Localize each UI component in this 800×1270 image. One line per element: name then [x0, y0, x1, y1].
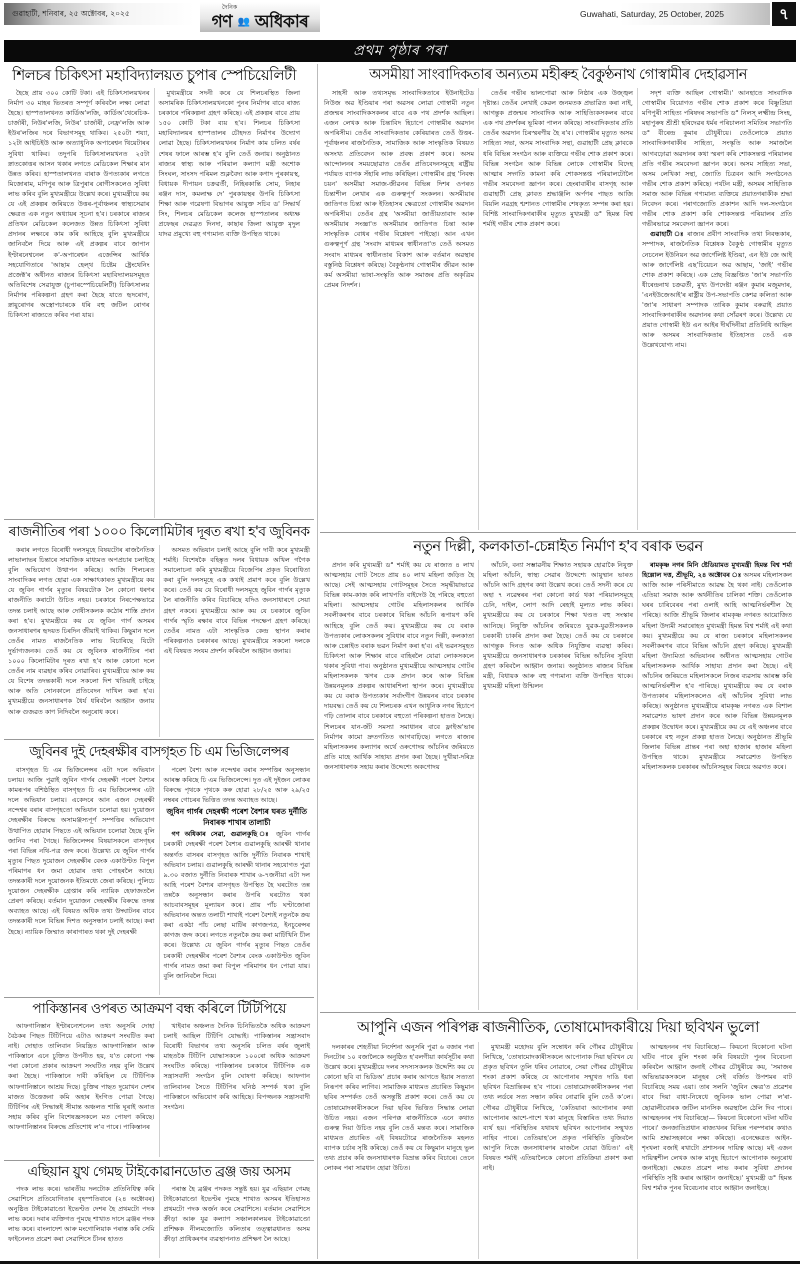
article-text: সদৃশ ব্যক্তি আছিল গোস্বামী।' আনহাতে সাংবাদিক গোস্বামীৰ বিয়োগত গভীৰ শোক প্ৰকাশ কৰে বিষ্ণুপ্ৰিয়া মণিপুৰী সাহিত্য পৰিষদৰ সভাপতি ড° নিলস্ লক্ষ্মীন্দ্ৰ সিংহ, মহাপুৰুষ শ্ৰীশ্ৰী হৰিদেৱৰ ধৰ্মৰ পৰিচালনা সমিতিৰ সভাপতি ড° বীৰেন্দ্ৰ কুমাৰ চৌধুৰীয়ে। তেওঁলোকে প্ৰয়াত সাংবাদিকগৰাকীৰ সাহিত্য, সংস্কৃতি আৰু সমাজলৈ আগবঢ়োৱা অৱদানৰ কথা স্মৰণ কৰি শোকসন্তপ্ত পৰিয়ালৰ প্ৰতি গভীৰ সমবেদনা জ্ঞাপন কৰে। অসম সাহিত্য সভা, অসম লেখিকা সন্থা, জ্যোতি চিত্ৰবন আদি সংগঠনেও গভীৰ শোক প্ৰকাশ কৰিছে। পৰ্যটন মন্ত্ৰী, অসমৰ সাহিত্যিক সমাজ আৰু বিভিন্ন গণ্যমান্য ব্যক্তিয়ে প্ৰয়াতগৰাকীক শ্ৰদ্ধা নিবেদন কৰে। পৰাগজ্যোতি প্ৰকাশন আদি দল-সংগঠনে গভীৰ শোক প্ৰকাশ কৰি শোকসন্তপ্ত পৰিয়ালৰ প্ৰতি গভীৰভাৱে সমবেদনা জ্ঞাপন কৰে। [642, 89, 792, 229]
newspaper-logo[interactable] [200, 2, 320, 32]
article-divider [4, 1160, 314, 1161]
article-text: মুখ্যমন্ত্ৰীয়ে সদনী কৰে যে শিলচৰস্থিত জিলা অসামৰিক চিকিৎসালয়খনকো পুনৰ নিৰ্মাণৰ বাবে ৰাজ্য চৰকাৰে পৰিকল্পনা গ্ৰহণ কৰিছে। এই প্ৰকল্পৰ বাবে প্ৰায় ১৫০ কোটি টকা ব্যয় হ'ব। শিলচৰ চিকিৎসা মহাবিদ্যালয়ৰ হাস্পতালৰ চৌহদত নিৰ্মাণৰ উদ্যোগ লোৱা হৈছে। চিকিৎসালয়খনৰ নিৰ্মাণ কাম চলিত বৰ্ষৰ শেষৰ ফালে আৰম্ভ হ'ব বুলি তেওঁ জনায়। অনুষ্ঠানত ৰাজ্যৰ স্বাস্থ্য আৰু পৰিয়াল কল্যাণ মন্ত্ৰী অশোক সিংঘল, সাংসদ পৰিমল শুক্লবৈদ্য আৰু কণাদ পুৰকায়স্থ, বিধায়ক দীপায়ন চক্ৰৱৰ্তী, নিহিৰকান্তি সোম, নিহাৰ ৰঞ্জন দাস, কমলাক্ষ দে' পুৰকায়স্থৰ উপৰি চিকিৎসা শিক্ষা আৰু গৱেষণা বিভাগৰ আয়ুক্ত সচিব ড' সিদ্ধাৰ্থ সিং, শিলচৰ মেডিকেল কলেজ হাস্পতালৰ অধ্যক্ষ প্ৰফেছৰ দেৱব্ৰত দিনদা, কাছাৰ জিলা আয়ুক্ত মৃদুল যাদৱ প্ৰমুখ্যে বহু গণ্যমান্য ব্যক্তি উপস্থিত থাকে। [158, 89, 300, 239]
article-column [4, 1021, 159, 1157]
article-text: পদক লাভ কৰে। ভাৰতীয় দলটোক প্ৰতিনিধিত্ব কৰি সেৱাশিসে প্ৰতিযোগিতাৰ বৃহস্পতিবাৰে (২৪ অক্টোবৰ) অনুষ্ঠিত টাইকোৱাণ্ডো ইভেণ্টত দেশৰ হৈ প্ৰথমটো পদক লাভ কৰে। দবাৰ ব্যক্তিগত পুমছে শাখাত দাসে ব্ৰঞ্জৰ পদক লাভ কৰে। বাংলাদেশ আৰু মংগোলিয়াক পৰাস্ত কৰি সেমি ফাইনেলত প্ৰৱেশ কৰা সেৱাশিসে চীনৰ হাতত [8, 1185, 155, 1244]
article-column [4, 1184, 159, 1258]
article-text: পৰেশ বৈশ্য আৰু নন্দেশ্বৰ বৰাৰ সম্পত্তিৰ অনুসন্ধান আৰম্ভ কৰিছে চি এম ভিজিলেন্সে। দুত এই দুইজন লোকৰ বিৰুদ্ধে পৃথকে পৃথকে কৰু হোৱা ২৮/২৫ আৰু ২৯/২৫ নম্বৰৰ গোচৰৰ ভিত্তিত তদন্ত অব্যাহত আছে। [163, 766, 310, 805]
article-column [320, 560, 478, 1010]
article-picture [320, 1014, 796, 1259]
article-divider [4, 519, 314, 520]
headline-silchar[interactable]: শিলচৰ চিকিৎসা মহাবিদ্যালয়ত চুপাৰ স্পেচিয়েলিটী [12, 66, 296, 84]
logo-name-left: গণ [211, 12, 233, 32]
article-column [320, 1042, 478, 1259]
article-zubeen-politics [4, 521, 314, 737]
logo-name-right: অধিকাৰ [254, 12, 309, 32]
article-column [4, 765, 159, 995]
article-divider [320, 532, 796, 533]
article-text: পৰাস্ত হৈ ব্ৰঞ্জৰ পদকত সন্তুষ্ট হয়। যুৱ এছিয়ান গেমছ টাইকোৱাণ্ডো ইভেণ্টৰ পুমছে শাখাত অসমৰ ইতিহাসত প্ৰথমটো পদক অৰ্জন কৰে সেৱাশিসে। বৰ্তমান সেৱাশিসে ক্ৰীড়া আৰু যুৱ কল্যাণ সঞ্চালকালয়ৰ টাইকোৱাণ্ডো প্ৰশিক্ষক নীলমজ্যোতি কলিতাৰ তত্ত্বাৱধানত অসম ক্ৰীড়া প্ৰাধিকৰণৰ ব্যৱস্থাপনাত প্ৰশিক্ষণ লৈ আছে। [163, 1185, 310, 1244]
date-english: Guwahati, Saturday, 25 October, 2025 [520, 3, 770, 25]
article-divider [4, 739, 314, 740]
article-text: বাসগৃহত চি এম ভিজিলেন্সৰ এটা দলে অভিযান চলায়। আজি পুৱাই জুবিন গাৰ্গৰ দেহৰক্ষী পৰেশ বৈশ্যৰ কামৰূপৰ বশিষ্ঠস্থিত বাসগৃহত চি এম ভিজিলেন্সৰ এটা দলে অভিযান চলায়। একেদৰে আন এজন দেহৰক্ষী নন্দেশ্বৰ বৰাৰ বাসগৃহতো অভিযান চলোৱা হয়। দুয়োজন দেহৰক্ষীৰ বিৰুদ্ধে অসামঞ্জস্যপূৰ্ণ সম্পত্তিৰ অভিযোগ উত্থাপিত হোৱাৰ পিছতে এই অভিযান চলোৱা হৈছে বুলি জানিব পৰা গৈছে। ভিজিলেন্সৰ বিষয়াসকলে বাসগৃহৰ পৰা বিভিন্ন নথি-পত্ৰ জব্দ কৰে। উল্লেখ্য যে জুবিন গাৰ্গৰ মৃত্যুৰ পিছত দুয়োজন দেহৰক্ষীৰ বেংক একাউণ্টত বিপুল পৰিমাণৰ ধন জমা হোৱাৰ তথ্য পোহৰলৈ আহে। তদন্তকাৰী দলে দুয়োজনক ইতিমধ্যে জেৰা কৰিছে। পুলিচে দুয়োজন দেহৰক্ষীক গ্ৰেপ্তাৰ কৰি ন্যায়িক হেফাজতলৈ প্ৰেৰণ কৰিছে। বৰ্তমান দুয়োজন দেহৰক্ষীৰ বিৰুদ্ধে তদন্ত অব্যাহত আছে। এই বিষয়ত অধিক তথ্য উদ্ঘাটনৰ বাবে তদন্তকাৰী দলে বিভিন্ন দিশত অনুসন্ধান চলাই আছে। কৰা হৈছে। ন্যায়িক জিম্মাত কাৰাগাৰত থকা দুই দেহৰক্ষী [8, 766, 155, 936]
article-text: জুবিন গাৰ্গৰ চৰকাৰী দেহৰক্ষী পৰেশ বৈশ্যৰ গুৱালকুছি আৰক্ষী থানাৰ অন্তৰ্গত বাসৰৰ বাসগৃহত আজি দুৰ্নীতি নিবাৰক শাখাই অভিযান চলায়। গুৱালকুছি আৰক্ষী থানাৰ সহযোগত পুৱা ৯.৩০ বজাত দুৰ্নীতি নিবাৰক শাখাৰ ৬-৭জনীয়া এটা দল আহি পৰেশ বৈশ্যৰ বাসগৃহত উপস্থিত হৈ ঘৰটোত তন্ন তন্নকৈ অনুসন্ধান কৰাৰ উপৰি ঘৰটোত থকা আচবাবসমূহৰ মূল্যায়ন কৰে। প্ৰায় পাঁচ ঘণ্টাজোৰা অভিযানৰ অন্তত তলাচী শাখাই পৰেশ বৈশ্যই নতুনকৈ ক্ৰয় কৰা একঠা পাঁচ লেছা মাটিৰ কাগজপত্ৰ, ইনচুৰেন্সৰ কাগজ জব্দ কৰে। লগতে নতুনকৈ ক্ৰয় কৰা মাটিখিনি চীল কৰে। উল্লেখ্য যে জুবিন গাৰ্গৰ মৃত্যুৰ পিছত তেওঁৰ চৰকাৰী দেহৰক্ষীৰ পৰেশ বৈশ্যৰ বেংক একাউণ্টত জুবিন গাৰ্গৰ নামত জমা কৰা বিপুল পৰিমাণৰ ধন পোৱা যায়। বুলি জানিবলৈ দিয়ে। [163, 830, 310, 980]
article-text: কৰাৰ লগতে বিৰোধী দলসমূহে বিষয়টোৰ ৰাজনৈতিক লাভালাভৰ চিন্তাৰে সামাজিক মাধ্যমত অপপ্ৰচাৰ চলাইছে বুলি অভিযোগ উত্থাপন কৰিছে। আজি শিলচৰত সাংবাদিকৰ লগত হোৱা এক সাক্ষাৎকাৰত মুখ্যমন্ত্ৰীয়ে কয় যে জুবিন গাৰ্গৰ মৃত্যুৰ বিষয়টোক লৈ কোনো ধৰণৰ ৰাজনীতি কৰাটো উচিত নহয়। চৰকাৰে নিৰপেক্ষভাৱে তদন্ত চলাই আছে আৰু দোষীসকলক কঠোৰ শাস্তি প্ৰদান কৰা হ'ব। মুখ্যমন্ত্ৰীয়ে কয় যে জুবিন গাৰ্গ অসমৰ জনসাধাৰণৰ হৃদয়ত চিৰদিন জীয়াই থাকিব। কিছুমান দলে তেওঁৰ নামত ৰাজনৈতিক লাভ বিচাৰিছে যিটো দুৰ্ভাগ্যজনক। তেওঁ কয় যে জুবিনক ৰাজনীতিৰ পৰা ১০০০ কিলোমিটাৰ দূৰত ৰখা হ'ব আৰু কোনো দলে তেওঁৰ নাম ব্যৱহাৰ কৰিব নোৱাৰিব। মুখ্যমন্ত্ৰীয়ে আৰু কয় যে বিশেষ তদন্তকাৰী দলে সকলো দিশ খতিয়াই চাইছে আৰু অতি সোনকালে প্ৰতিবেদন দাখিল কৰা হ'ব। মুখ্যমন্ত্ৰীয়ে জনসাধাৰণক ধৈৰ্য ধৰিবলৈ আহ্বান জনায় আৰু গুজৱত কাণ নিদিবলৈ অনুৰোধ কৰে। [8, 546, 155, 716]
headline-taekwondo[interactable]: এছিয়ান য়ুথ গেমছ টাইকোৱানডোত ব্ৰঞ্জ জয় অসম [27, 1164, 291, 1180]
article-text: অসমত অভিযান চলাই আছে বুলি দাবী কৰে মুখ্যমন্ত্ৰী শৰ্মাই। বিশেষকৈ বহিষ্কৃত দলৰ বিধায়ক অখিল গগৈক সমালোচনা কৰি মুখ্যমন্ত্ৰীয়ে বিজেপিৰ প্ৰকৃত বিৰোধিতা কৰা বুলি দলসমূহে এক কথাই প্ৰমাণ কৰে বুলি উল্লেখ কৰে। তেওঁ কয় যে বিৰোধী দলসমূহে জুবিন গাৰ্গৰ মৃত্যুক লৈ ৰাজনীতি কৰিব বিচাৰিছে যদিও জনসাধাৰণে সেয়া গ্ৰহণ নকৰে। মুখ্যমন্ত্ৰীয়ে আৰু কয় যে চৰকাৰে জুবিন গাৰ্গৰ স্মৃতি ৰক্ষাৰ বাবে বিভিন্ন পদক্ষেপ গ্ৰহণ কৰিছে। তেওঁৰ নামত এটা সাংস্কৃতিক কেন্দ্ৰ স্থাপন কৰাৰ পৰিকল্পনাও চৰকাৰৰ আছে। মুখ্যমন্ত্ৰীয়ে সকলো দলকে এই বিষয়ত সংযম প্ৰদৰ্শন কৰিবলৈ আহ্বান জনায়। [163, 546, 310, 655]
section-banner: প্ৰথম পৃষ্ঠাৰ পৰা [4, 40, 796, 62]
article-column [478, 1042, 637, 1259]
logo-name [200, 9, 320, 37]
article-text: তেওঁৰ গভীৰ ভালপোৱা আৰু নিষ্ঠাৰ এক উজ্জ্বল দৃষ্টান্ত। তেওঁৰ লেখাই কেৱল জনমতক প্ৰভাৱিত কৰা নাই, আগন্তুক প্ৰজন্মৰ সাংবাদিক আৰু সাহিত্যিকসকলৰ বাবে এক পথ প্ৰদৰ্শকৰ ভূমিকা পালন কৰিছে। সাংবাদিকতাৰ প্ৰতি তেওঁৰ অৱদান চিৰস্মৰণীয় হৈ ৰ'ব। গোস্বামীৰ মৃত্যুত অসম সাহিত্য সভা, অসম সাংবাদিক সন্থা, গুৱাহাটী প্ৰেছ ক্লাবকে ধৰি বিভিন্ন সংগঠন আৰু ব্যক্তিয়ে গভীৰ শোক প্ৰকাশ কৰে। বিভিন্ন সংগঠন আৰু বিভিন্ন লোকে গোস্বামীৰ বিদেহ আত্মাৰ সদ্গতি কামনা কৰি শোকসন্তপ্ত পৰিয়ালটোলৈ গভীৰ সমবেদনা জ্ঞাপন কৰে। হেংৰাবাৰীৰ বাসগৃহ আৰু গুৱাহাটী প্ৰেছ ক্লাবত শ্ৰদ্ধাঞ্জলি অৰ্পণৰ পাছত আজি বিয়লি নৱগ্ৰহ শ্মশানত গোস্বামীৰ শেষকৃত্য সম্পন্ন কৰা হয়। বিশিষ্ট সাংবাদিকগৰাকীৰ মৃত্যুত মুখ্যমন্ত্ৰী ড° হিমন্ত বিশ্ব শৰ্মাই গভীৰ শোক প্ৰকাশ কৰে। [483, 89, 633, 229]
article-silchar [4, 64, 304, 518]
figures-icon: 👥 [237, 16, 250, 28]
article-column [478, 560, 637, 1010]
headline-picture[interactable]: আপুনি এজন পৰিপক্ক ৰাজনীতিক, তোষামোদকাৰীয়ে দিয়া ছবিখন ভুলো [357, 1018, 759, 1036]
headline-zubeen-vigilance[interactable]: জুবিনৰ দুই দেহৰক্ষীৰ বাসগৃহত চি এম ভিজিলেন্সৰ [29, 744, 289, 760]
article-text: সাহসী আৰু তথ্যসমৃদ্ধ সাংবাদিকতাৰে ইউনাইটেড নিউজ অৱ ইণ্ডিয়াৰ পৰা অৱসৰ লোৱা গোস্বামী নতুন প্ৰজন্মৰ সাংবাদিকসকলৰ বাবে এক পথ প্ৰদৰ্শক আছিল। এজন লেখক আৰু চিন্তাবিদ হিচাপে গোস্বামীৰ অৱদান অপৰিসীম। তেওঁৰ সাংবাদিকতাৰ কেৰিয়াৰত তেওঁ উত্তৰ-পূৰ্বাঞ্চলৰ ৰাজনৈতিক, সামাজিক আৰু সাংস্কৃতিক বিষয়ত অসংখ্য প্ৰতিবেদন আৰু প্ৰবন্ধ প্ৰকাশ কৰে। অসম আন্দোলনৰ সময়ছোৱাত তেওঁৰ প্ৰতিবেদনসমূহে ৰাষ্ট্ৰীয় পৰ্যায়ত ব্যাপক সঁহাৰি লাভ কৰিছিল। গোস্বামীৰ গ্ৰন্থ 'নিবন্ধ চয়ন' অসমীয়া সমাজ-জীৱনৰ বিভিন্ন দিশৰ ওপৰত চিন্তাশীল লেখাৰ এক গুৰুত্বপূৰ্ণ সংকলন। অসমীয়াৰ জাতিগত চিন্তা আৰু ইতিহাসৰ ক্ষেত্ৰতো গোস্বামীৰ অৱদান অপৰিসীম। তেওঁৰ গ্ৰন্থ 'অসমীয়া জাতীয়তাবাদ আৰু অসমীয়াৰ সংজ্ঞা'ত অসমীয়াৰ জাতিগত চিন্তা আৰু সাংস্কৃতিক বোধৰ গভীৰ বিশ্লেষণ পাইছো। আন এখন গুৰুত্বপূৰ্ণ গ্ৰন্থ 'সংবাদ মাধ্যমৰ স্বাধীনতা'ত তেওঁ অসমত সংবাদ মাধ্যমৰ স্বাধীনতাৰ বিকাশ আৰু বৰ্তমান অৱস্থাৰ বস্তুনিষ্ঠ বিশ্লেষণ কৰিছে। বৈকুণ্ঠনাথ গোস্বামীৰ জীৱন আৰু কৰ্ম অসমীয়া ভাষা-সংস্কৃতি আৰু সমাজৰ প্ৰতি অকৃত্ৰিম প্ৰেমৰ নিদৰ্শন। [324, 89, 474, 289]
article-text: দলকাৰৰ শেহতীয়া নিৰ্দেশনা অনুসৰি পুৱা ৬ বজাৰ পৰা দিনটোৰ ১০ বজালৈকে অনুষ্ঠিত হ'বলগীয়া কাৰ্যসূচীৰ কথা উল্লেখ কৰে। মুখ্যমন্ত্ৰীয়ে দলৰ সদস্যসকলক উদ্দেশ্যি কয় যে কোনো ছবি বা ভিডিঅ' প্ৰচাৰ কৰাৰ আগতে ইয়াৰ সত্যতা নিৰূপণ কৰিব লাগিব। সামাজিক মাধ্যমত প্ৰচাৰিত কিছুমান ছবিৰ সম্পৰ্কত তেওঁ অসন্তুষ্টি প্ৰকাশ কৰে। তেওঁ কয় যে তোষামোদকাৰীসকলে দিয়া ছবিৰ ভিত্তিত সিদ্ধান্ত লোৱা উচিত নহয়। এজন পৰিপক্ক ৰাজনীতিকে এনে কথাত গুৰুত্ব দিয়া উচিত নহয় বুলি তেওঁ মন্তব্য কৰে। সামাজিক মাধ্যমত প্ৰচাৰিত এই বিষয়টোৱে ৰাজনৈতিক মহলত ব্যাপক চৰ্চাৰ সৃষ্টি কৰিছে। তেওঁ কয় যে কিছুমান মানুহে ভুল তথ্য প্ৰচাৰ কৰি জনসাধাৰণক বিভ্ৰান্ত কৰিব বিচাৰে। তেনে লোকৰ পৰা সাৱধান হোৱা উচিত। [324, 1043, 474, 1173]
article-column [478, 88, 637, 530]
article-text: হৈছে প্ৰায় ৩০০ কোটি টকা। এই চিকিৎসালয়খনৰ নিৰ্মাণ ৩০ মাহৰ ভিতৰত সম্পূৰ্ণ কৰিবলৈ লক্ষ্য লোৱা হৈছে। হাস্পতালখনত কাৰ্ডিঅ'লজি, কাৰ্ডিঅ'থেৰেচিক-চাৰ্জাৰী, নিউৰ'লজি, নিউৰ' চাৰ্জাৰী, নেফ্ৰ'লজি আৰু ইউৰ'লজিৰ দৰে বিভাগসমূহ থাকিব। ২৫০টা শয্যা, ১২টা আইচিইউ আৰু অত্যাধুনিক অপাৰেশ্বন থিয়েটাৰৰ সুবিধা থাকিব। তদুপৰি চিকিৎসালয়খনত ২৫টা স্নাতকোত্তৰ আসন থকাৰ লগতে মেডিকেল শিক্ষাৰ মান উন্নত কৰিব। হাস্পতালখনত বাৰাক উপত্যকাৰ লগতে মিজোৰাম, মণিপুৰ আৰু ত্ৰিপুৰাৰ ৰোগীসকলেও সুবিধা লাভ কৰিব বুলি মুখ্যমন্ত্ৰীয়ে উল্লেখ কৰে। মুখ্যমন্ত্ৰীয়ে কয় যে এই প্ৰকল্পৰ জৰিয়তে উত্তৰ-পূৰ্বাঞ্চলৰ স্বাস্থ্যসেৱাৰ ক্ষেত্ৰত এক নতুন অধ্যায়ৰ সূচনা হ'ব। চৰকাৰে ৰাজ্যৰ প্ৰতিখন মেডিকেল কলেজত উন্নত চিকিৎসা সুবিধা প্ৰদানৰ লক্ষ্যৰে কাম কৰি আহিছে বুলি মুখ্যমন্ত্ৰীয়ে জানিবলৈ দিয়ে আৰু এই প্ৰকল্পৰ বাবে জাপান ইণ্টাৰনেশ্বনেল ক'-অপাৰেশ্বন এজেন্সিৰ আৰ্থিক সহযোগিতাৰে 'আছাম হেল্থ চিষ্টেম ষ্ট্ৰেংথেনিং প্ৰজেক্ট'ৰ অধীনত ৰাজ্যৰ চিকিৎসা মহাবিদ্যালয়সমূহত অতিবিশেষ সেৱাযুক্ত (চুপাৰস্পেচিয়েলিটী) চিকিৎসালয় নিৰ্মাণৰ পৰিকল্পনা গ্ৰহণ কৰা হৈছে যাতে হৃদৰোগ, স্নায়ুৰোগৰ অস্ত্ৰোপচাৰকে ধৰি বহু জটিল ৰোগৰ চিকিৎসা ৰাজ্যতে কৰিব পৰা যায়। [8, 89, 150, 320]
article-column [637, 88, 796, 530]
article-text: প্ৰদান কৰি মুখ্যমন্ত্ৰী ড° শৰ্মাই কয় যে ৰাজ্যত ৪ লাখ আত্মসহায় গোট সৈতে প্ৰায় ৪০ লাখ মহিলা জড়িত হৈ আছে। সেই আত্মসহায় গোটসমূহৰ সৈতে সমৃদ্ধীয়াভাৱে বিভিন্ন কাম-কাজ কৰি লাখপতি বাইদেউ হৈ পৰিছে বহুতো মহিলা। আত্মসহায় গোটৰ মহিলাসকলৰ আৰ্থিক সবলীকৰণৰ বাবে চৰকাৰে বিভিন্ন আঁচনি ৰূপায়ণ কৰি আহিছে বুলি তেওঁ কয়। মুখ্যমন্ত্ৰীয়ে কয় যে বৰাক উপত্যকাৰ লোকসকলৰ সুবিধাৰ বাবে নতুন দিল্লী, কলকাতা আৰু চেন্নাইত বৰাক ভৱন নিৰ্মাণ কৰা হ'ব। এই ভৱনসমূহত চিকিৎসা আৰু শিক্ষাৰ বাবে বাহিৰলৈ যোৱা লোকসকলে থকাৰ সুবিধা পাব। অনুষ্ঠানত মুখ্যমন্ত্ৰীয়ে আত্মসহায় গোটৰ মহিলাসকলক ঋণৰ চেক প্ৰদান কৰে আৰু বিভিন্ন উন্নয়নমূলক প্ৰকল্পৰ আধাৰশিলা স্থাপন কৰে। মুখ্যমন্ত্ৰীয়ে কয় যে বৰাক উপত্যকাৰ সৰ্বাংগীণ উন্নয়নৰ বাবে চৰকাৰ দায়বদ্ধ। তেওঁ কয় যে শিলচৰক এখন আধুনিক নগৰ হিচাপে গঢ়ি তোলাৰ বাবে চৰকাৰে বহুতো পৰিকল্পনা হাতত লৈছে। শিলচৰৰ যান-জঁট সমস্যা সমাধানৰ বাবে ফ্লাইঅ'ভাৰ নিৰ্মাণৰ কামো দ্ৰুতগতিত আগবাঢ়িছে। লগতে ৰাজ্যৰ মহিলাসকলৰ কল্যাণৰ অৰ্থে ওৰুণোদয় আঁচনিৰ জৰিয়তে প্ৰতি মাহে আৰ্থিক সাহায্য প্ৰদান কৰা হৈছে। দুখীয়া-দৰিদ্ৰ জনসাধাৰণক সহায় কৰাৰ উদ্দেশ্যে অকণোদয় [324, 561, 474, 771]
masthead [0, 0, 800, 36]
article-column [154, 88, 305, 518]
article-text: আত্মহননৰ পথ বিচাৰিছো— কিয়নো যিকোনো ঘটনা ঘটিব পাৰে বুলি শংকা কৰি বিষয়টো পুনৰ বিবেচনা কৰিবলৈ আহ্বান জনাই গৌৰৱ চৌধুৰীয়ে কয়, 'সমাজৰ অভিভাৱকসকলে মানুহৰ সেই বৰ্জিত উপশমৰ বাট বিচাৰিছে সময় এয়া। তাৰ সলনি 'জুবিন ক্ষেত্ৰ'ত প্ৰৱেশৰ বাবে দিয়া বাধা-নিষেধে জুবিনক ভাল পোৱা ল'ৰা-ছোৱালীবোৰক জটিল মানসিক অৱস্থালৈ ঠেলি দিব পাৰে। আত্মহননৰ পথ বিচাৰিছো— কিয়নো যিকোনো ঘটনা ঘটিব পাৰে।' জনজাতিপ্ৰধান ৰাজ্যখনৰ বিভিন্ন পৰম্পৰাৰ কথাও আমি শ্ৰদ্ধাসহকাৰে লক্ষ্য কৰিছো। এনেক্ষেত্ৰত আইন-শৃংখলা বজাই ৰখাটো প্ৰশাসনৰ দায়িত্ব আছে। মই এজন দায়িত্বশীল লেখক আৰু মানুহ হিচাপে আপোনাক অনুৰোধ জনাইছো। ক্ষেত্ৰত প্ৰৱেশ লাভ কৰাৰ সুবিধা প্ৰদানৰ পৰিস্থিতি সৃষ্টি কৰাৰ আহ্বান জনাইছে।' মুখ্যমন্ত্ৰী ড° হিমন্ত বিশ্ব শৰ্মাক পুনৰ বিবেচনাৰ বাবে আহ্বান জনাইছে। [642, 1043, 792, 1193]
article-column [159, 545, 315, 737]
article-journalist [320, 64, 796, 530]
article-barak [320, 534, 796, 1010]
article-column [320, 88, 478, 530]
dateline: গুৱাহাটী ঃ [650, 230, 685, 239]
headline-barak[interactable]: নতুন দিল্লী, কলকাতা-চেন্নাইত নিৰ্মাণ হ'ব বৰাক ভৱন [413, 537, 703, 555]
date-local: গুৱাহাটী, শনিবাৰ, ২৫ অক্টোবৰ, ২০২৫ [4, 3, 194, 25]
article-divider [320, 1012, 796, 1013]
article-text: আফগানিস্তান ইণ্টাৰন্যেশনেল তথ্য অনুসৰি দোহা বৈঠকৰ পিছত টিটিপিয়ে এটাও আক্ৰমণ সংঘটিত কৰা নাই। দোহাত তালিবান নিয়ন্ত্ৰিত আফগানিস্তান আৰু পাকিস্তানে এনে চুক্তিত উপনীত হয়, য'ত কোনো পক্ষ পৰা কোনো প্ৰকাৰ আক্ৰমণ সংঘটিত নহয় বুলি উল্লেখ কৰা হৈছে। পাকিস্তানে দাবী কৰিছিল যে টিটিপিক আফগানিস্তানে আশ্ৰয় দিছে। চুক্তিৰ পাছত দুয়োখন দেশৰ মাজত উত্তেজনা কমি অহাৰ ইংগিত পোৱা গৈছে। টিটিপিৰ এই সিদ্ধান্তই সীমান্ত অঞ্চলত শান্তি ঘূৰাই অনাত সহায় কৰিব বুলি বিশেষজ্ঞসকলে মত পোষণ কৰিছে। আফগানিস্তানৰ বিৰুদ্ধে প্ৰতিশোধ ল'ব পাৰে। পাকিস্তানৰ [8, 1022, 155, 1131]
article-text: অসমৰ মহিলাসকল আজি আৰু পৰিসীমাতে আৱদ্ধ হৈ থকা নাই। তেওঁলোক এতিয়া সমাজ আৰু অৰ্থনীতিৰ চালিকা শক্তি। তেওঁলোক ঘৰৰ চাৰিবেৰৰ পৰা ওলাই আহি আত্মনিৰ্ভৰশীল হৈ পৰিছে। আজি শ্ৰীভূমি জিলাৰ ৰামকৃষ্ণ নগৰত আয়োজিত মহিলা উদ্যমী সমাৰোহত মুখ্যমন্ত্ৰী হিমন্ত বিশ্ব শৰ্মাই এই কথা কয়। মুখ্যমন্ত্ৰীয়ে কয় যে ৰাজ্য চৰকাৰে মহিলাসকলৰ সবলীকৰণৰ বাবে বিভিন্ন আঁচনি গ্ৰহণ কৰিছে। মুখ্যমন্ত্ৰী মহিলা উদ্যমিতা অভিযানৰ অধীনত আত্মসহায় গোটৰ মহিলাসকলক আৰ্থিক সাহায্য প্ৰদান কৰা হৈছে। এই আঁচনিৰ জৰিয়তে মহিলাসকলে নিজৰ ব্যৱসায় আৰম্ভ কৰি আত্মনিৰ্ভৰশীল হ'ব পাৰিছে। মুখ্যমন্ত্ৰীয়ে কয় যে বৰাক উপত্যকাৰ মহিলাসকলেও এই আঁচনিৰ সুবিধা লাভ কৰিছে। অনুষ্ঠানত মুখ্যমন্ত্ৰীয়ে ৰামকৃষ্ণ নগৰত এক বিশাল সমাৱেশত ভাষণ প্ৰদান কৰে আৰু বিভিন্ন উন্নয়নমূলক প্ৰকল্পৰ উদ্বোধন কৰে। মুখ্যমন্ত্ৰীয়ে কয় যে এই অঞ্চলৰ বাবে চৰকাৰে বহু নতুন প্ৰকল্প হাতত লৈছে। অনুষ্ঠানত শ্ৰীভূমি জিলাৰ বিভিন্ন প্ৰান্তৰ পৰা অহা হাজাৰ হাজাৰ মহিলা উপস্থিত থাকে। মুখ্যমন্ত্ৰীয়ে সমাৱেশত উপস্থিত মহিলাসকলক চৰকাৰৰ আঁচনিসমূহৰ বিষয়ে অৱগত কৰে। [642, 571, 792, 771]
page-number: ৭ [772, 2, 796, 26]
article-divider [4, 997, 314, 998]
article-text: মুখ্যমন্ত্ৰী মহোদয় বুলি সম্বোধন কৰি গৌৰৱ চৌধুৰীয়ে লিখিছে, 'তোষামোদকাৰীসকলে আপোনাক দিয়া ছবিখন যে প্ৰকৃত ছবিখন তুলি ধৰিব নোৱাৰে, সেয়া গৌৰৱ চৌধুৰীয়ে শংকা প্ৰকাশ কৰিছে যে আপোনাৰ সন্মুখত দাঙি ধৰা ছবিখন বিভ্ৰান্তিকৰ হ'ব পাৰে। তোষামোদকাৰীসকলৰ পৰা তথ্য লৰ্ডৰে সত্য সন্ধান কৰিব নোৱাৰি বুলি তেওঁ ক'লে। গৌৰৱ চৌধুৰীয়ে লিখিছে, 'কেতিয়াবা আপোনাৰ কথা আপোনাৰ আশে-পাশে থকা মানুহে বিস্তাৰিত তথ্য দিয়াত ব্যৰ্থ হয়। পৰিস্থিতিৰ যথাযথ ছবিখন আপোনাৰ সন্মুখত নাহিব পাৰে। তেতিয়াহ'লে প্ৰকৃত পৰিস্থিতি বুজিবলৈ আপুনি নিজে জনসাধাৰণৰ মাজলৈ যোৱা উচিত।' এই বিষয়ত শৰ্মাই এতিয়ালৈকে কোনো প্ৰতিক্ৰিয়া প্ৰকাশ কৰা নাই। [483, 1043, 633, 1173]
column-divider [317, 64, 318, 1259]
headline-journalist[interactable]: অসমীয়া সাংবাদিকতাৰ অন্যতম মহীৰুহ বৈকুণ্ঠনাথ গোস্বামীৰ দেহাৱসান [369, 67, 747, 83]
article-column [637, 1042, 796, 1259]
article-ttp [4, 999, 314, 1157]
article-column [4, 545, 159, 737]
article-taekwondo [4, 1162, 314, 1258]
article-column [4, 88, 154, 518]
sub-headline: জুবিন গাৰ্গৰ দেহৰক্ষী পৰেশ বৈশ্যৰ ঘৰত দুৰ্নীতি নিবাৰক শাখাৰ তালাচী [166, 807, 307, 828]
headline-ttp[interactable]: পাকিস্তানৰ ওপৰত আক্ৰমণ বন্ধ কৰিলে টিটিপিয়ে [32, 1001, 286, 1017]
article-column [159, 1021, 315, 1157]
dateline: ৰামকৃষ্ণ নগৰ মিনি ষ্টেডিয়ামত মুখ্যমন্ত্ৰী হিমন্ত বিশ্ব শৰ্মা হিল্লোল দত্ত, শ্ৰীভূমি, ২৪ অক্টোবৰ ঃ [642, 561, 792, 580]
headline-zubeen-politics[interactable]: ৰাজনীতিৰ পৰা ১০০০ কিলোমিটাৰ দূৰত ৰখা হ'ব জুবিনক [8, 524, 310, 540]
article-column [637, 560, 796, 1010]
article-zubeen-vigilance [4, 741, 314, 995]
logo-tagline: দৈনিক [222, 4, 238, 11]
article-text: খাইবাৰ অঞ্চলত দৈনিক চিনিভিতকৈ অধিক আক্ৰমণ চলাই আছিল টিটিপি যোদ্ধাই। পাকিস্তানৰ সন্ত্ৰাসবাদ বিৰোধী বিভাগৰ তথ্য অনুসৰি চলিত বৰ্ষৰ জুলাই মাহতকৈ টিটিপি যোদ্ধাসকলে ১০০ৰো অধিক আক্ৰমণ সংঘটিত কৰিছে। পাকিস্তানৰ চৰকাৰে টিটিপিক এক সন্ত্ৰাসবাদী সংগঠন বুলি ঘোষণা কৰিছে। আফগান তালিবানৰ সৈতে টিটিপিৰ ঘনিষ্ঠ সম্পৰ্ক থকা বুলি পাকিস্তানে অভিযোগ কৰি আহিছে। বিপজ্জনক সন্ত্ৰাসবাদী সংগঠন। [163, 1022, 310, 1111]
article-text: আঁচনি, বন্যা সম্ভাৱনীয় শিক্ষাত সহায়ক হোৱাকৈ নিযুক্ত মহিলা আঁচনি, স্বাস্থ্য সেৱাৰ উদ্দেশ্যে আয়ুষ্মান ভাৰত আঁচনি আদি গ্ৰহণৰ কথা উল্লেখ কৰে। তেওঁ সদনী কৰে যে অহা ৭ নৱেম্বৰৰ পৰা কোনো কাৰ্ড থকা পৰিয়ালসমূহে চেনি, দাইল, লোণ আদি ৰেহাই মূল্যত লাভ কৰিব। মুখ্যমন্ত্ৰীয়ে কয় যে চৰকাৰে শিক্ষা খণ্ডত বহু সংস্কাৰ আনিছে। নিযুক্তি আঁচনিৰ জৰিয়তে যুৱক-যুৱতীসকলক চৰকাৰী চাকৰি প্ৰদান কৰা হৈছে। তেওঁ কয় যে চৰকাৰে আগন্তুক দিনত আৰু অধিক নিযুক্তিৰ ব্যৱস্থা কৰিব। মুখ্যমন্ত্ৰীয়ে জনসাধাৰণক চৰকাৰৰ বিভিন্ন আঁচনিৰ সুবিধা গ্ৰহণ কৰিবলৈ আহ্বান জনায়। অনুষ্ঠানত ৰাজ্যৰ বিভিন্ন মন্ত্ৰী, বিধায়ক আৰু বহু গণ্যমান্য ব্যক্তি উপস্থিত থাকে। মুখ্যমন্ত্ৰী মহিলা উন্মিলন [483, 561, 633, 691]
article-column [159, 765, 315, 995]
dateline: গণ অধিকাৰ সেৱা, গুৱালকুছি ঃ [171, 830, 272, 839]
article-column [159, 1184, 315, 1258]
page-bottom-rule [0, 1261, 800, 1264]
article-text: ৰাজ্যৰ প্ৰবীণ সাংবাদিক তথা নিবন্ধকাৰ, সম্পাদক, ৰাজনৈতিক বিশ্লেষক বৈকুণ্ঠ গোস্বামীৰ মৃত্যুত নেচনেল ইউনিয়ন অৱ জাৰ্ণেলিষ্ট ইণ্ডিয়া, এন ইউ জে আই আৰু জাৰ্ণেলিষ্ট এছ'চিয়েচন অৱ আছাম, 'জাই' গভীৰ শোক প্ৰকাশ কৰিছে। এক প্ৰেছ বিজ্ঞপ্তিত 'জা'ৰ সভাপতি ধীৰেন্দ্ৰনাথ চক্ৰৱৰ্তী, মুখ্য উপদেষ্টা ৰঞ্জন কুমাৰ মজুমদাৰ, 'এনইউজেআই'ৰ ৰাষ্ট্ৰীয় উপ-সভাপতি কেশৱ কলিতা আৰু 'জা'ৰ সাধাৰণ সম্পাদক তাৰিক কুমাৰ বৰুৱাই প্ৰয়াত সাংবাদিকগৰাকীৰ অৱদানৰ কথা সোঁৱৰণ কৰে। উল্লেখ্য যে প্ৰয়াত গোস্বামী ইউ এন আইৰ দীৰ্ঘদিনীয়া প্ৰতিনিধি আছিল আৰু অসমৰ সাংবাদিকতাৰ ইতিহাসত তেওঁ এক উল্লেখযোগ্য নাম। [642, 230, 792, 350]
